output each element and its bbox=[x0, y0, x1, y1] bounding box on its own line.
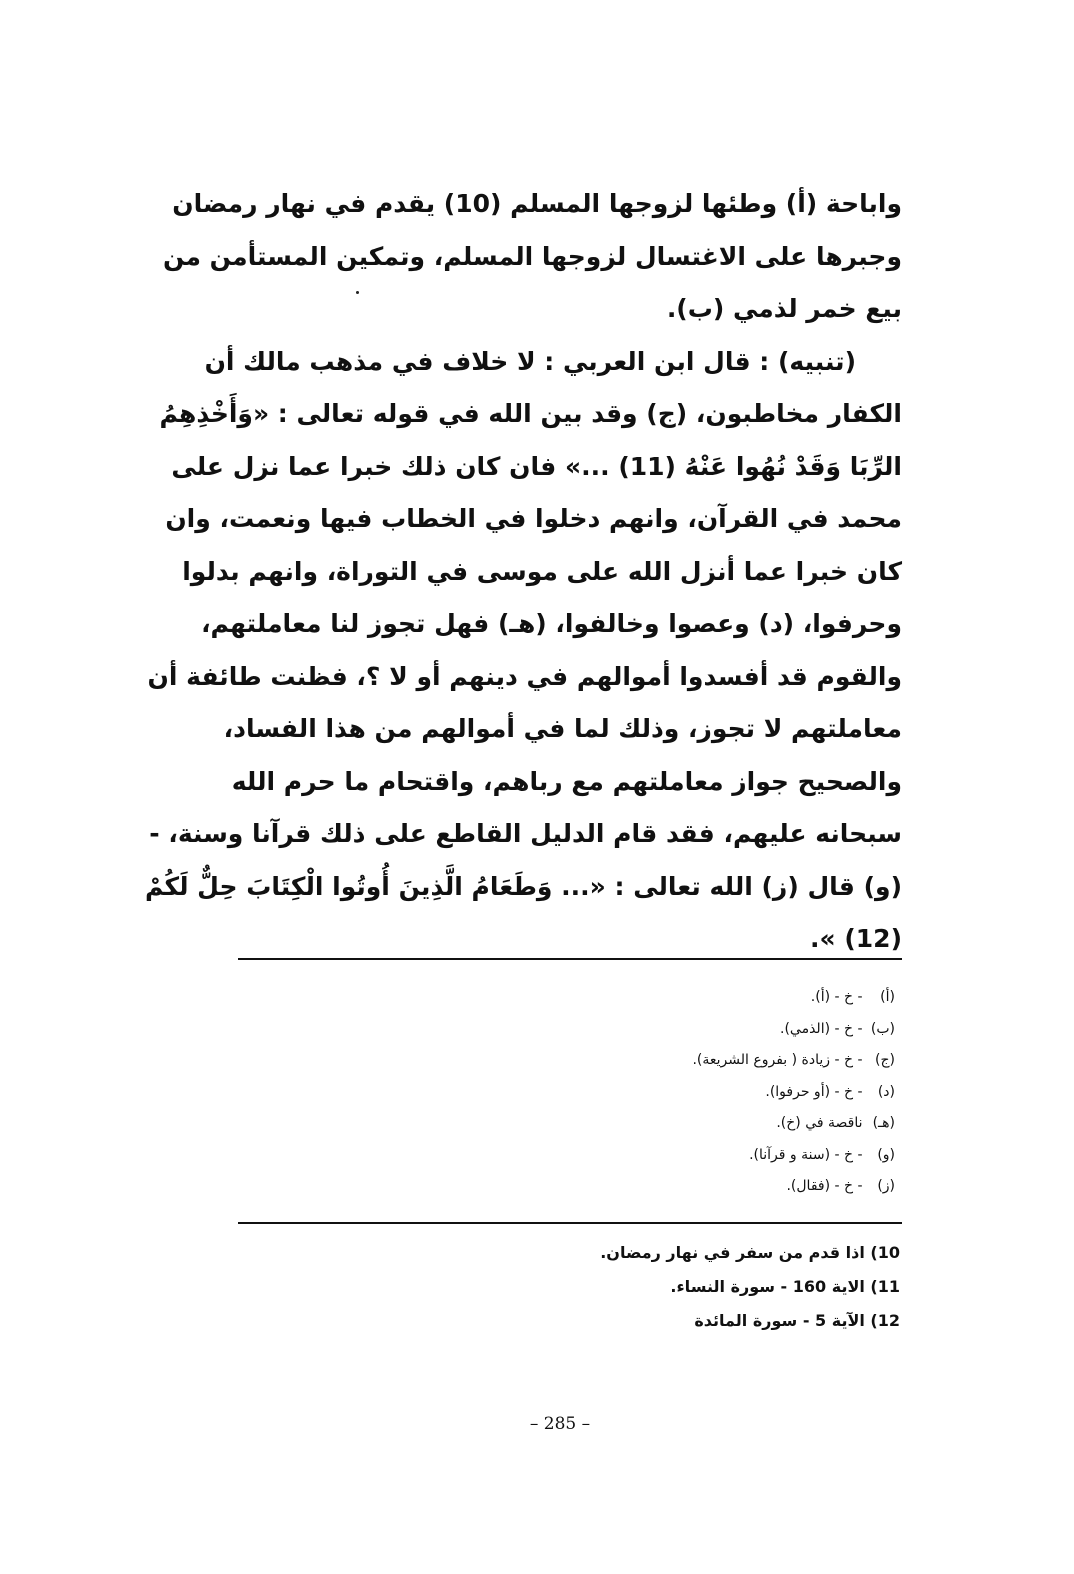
variant-text: - خ - (فقال). bbox=[786, 1178, 863, 1194]
footnote: 12) الآية 5 - سورة المائدة bbox=[694, 1311, 900, 1330]
text-line: معاملتهم لا تجوز، وذلك لما في أموالهم من هذا الفساد، bbox=[223, 714, 902, 743]
variant-text: - خ - (أ). bbox=[810, 989, 863, 1005]
page-number: – 285 – bbox=[529, 1414, 591, 1434]
variant-text: - خ - (سنة و قرآنا). bbox=[749, 1146, 863, 1163]
text-line: بيع خمر لذمي (ب). bbox=[666, 294, 902, 323]
text-line: الكفار مخاطبون، (ج) وقد بين الله في قوله تعالى : «وَأَخْذِهِمُ bbox=[159, 399, 902, 428]
footnote: 11) الاية 160 - سورة النساء. bbox=[670, 1277, 900, 1296]
text-line: (و) قال (ز) الله تعالى : «... وَطَعَامُ الَّذِينَ أُوتُوا الْكِتَابَ حِلٌّ لَكُمْ bbox=[144, 871, 902, 901]
variant-mark: (ب) bbox=[870, 1020, 895, 1037]
variant-text: ناقصة في (خ). bbox=[776, 1115, 863, 1131]
variant-note bbox=[600, 1108, 895, 1140]
text-line: (تنبيه) : قال ابن العربي : لا خلاف في مذهب مالك أن bbox=[204, 346, 856, 376]
footnotes bbox=[560, 1236, 900, 1338]
variant-text: - خ - زيادة ( بفروع الشريعة). bbox=[692, 1052, 863, 1068]
text-line: محمد في القرآن، وانهم دخلوا في الخطاب فيها ونعمت، وان bbox=[165, 504, 902, 533]
variant-note bbox=[600, 982, 895, 1014]
variant-mark: (ج) bbox=[875, 1052, 895, 1068]
variant-note bbox=[600, 1045, 895, 1077]
text-line: الرِّبَا وَقَدْ نُهُوا عَنْهُ (11) ...» فان كان ذلك خبرا عما نزل على bbox=[171, 451, 902, 481]
footnotes-divider bbox=[238, 1222, 902, 1224]
text-line: والصحيح جواز معاملتهم مع رباهم، واقتحام ما حرم الله bbox=[231, 766, 902, 796]
text-line: واباحة (أ) وطئها لزوجها المسلم (10) يقدم في نهار رمضان bbox=[172, 189, 902, 218]
variants-divider bbox=[238, 958, 902, 960]
variant-mark: (أ) bbox=[880, 989, 895, 1005]
variant-note bbox=[600, 1077, 895, 1109]
variant-note bbox=[600, 1014, 895, 1046]
manuscript-variants bbox=[600, 982, 895, 1203]
variant-text: - خ - (أو حرفوا). bbox=[765, 1083, 863, 1100]
variant-mark: (د) bbox=[877, 1083, 895, 1100]
footnote: 10) اذا قدم من سفر في نهار رمضان. bbox=[600, 1243, 900, 1262]
variant-mark: (و) bbox=[877, 1146, 895, 1163]
variant-note bbox=[600, 1171, 895, 1203]
variant-mark: (ز) bbox=[877, 1178, 895, 1194]
variant-note bbox=[600, 1140, 895, 1172]
text-line: وحرفوا، (د) وعصوا وخالفوا، (هـ) فهل تجوز لنا معاملتهم، bbox=[201, 609, 902, 638]
text-line: وجبرها على الاغتسال لزوجها المسلم، وتمكين المستأمن من bbox=[162, 241, 902, 271]
text-line: والقوم قد أفسدوا أموالهم في دينهم أو لا ؟، فظنت طائفة أن bbox=[147, 661, 902, 691]
text-line: سبحانه عليهم، فقد قام الدليل القاطع على ذلك قرآنا وسنة، - bbox=[149, 819, 902, 848]
main-text-body bbox=[144, 178, 902, 966]
variant-text: - خ - (الذمي). bbox=[780, 1020, 863, 1037]
variant-mark: (هـ) bbox=[872, 1115, 895, 1131]
text-line: (12) ». bbox=[809, 924, 902, 953]
text-line: كان خبرا عما أنزل الله على موسى في التوراة، وانهم بدلوا bbox=[182, 556, 902, 586]
